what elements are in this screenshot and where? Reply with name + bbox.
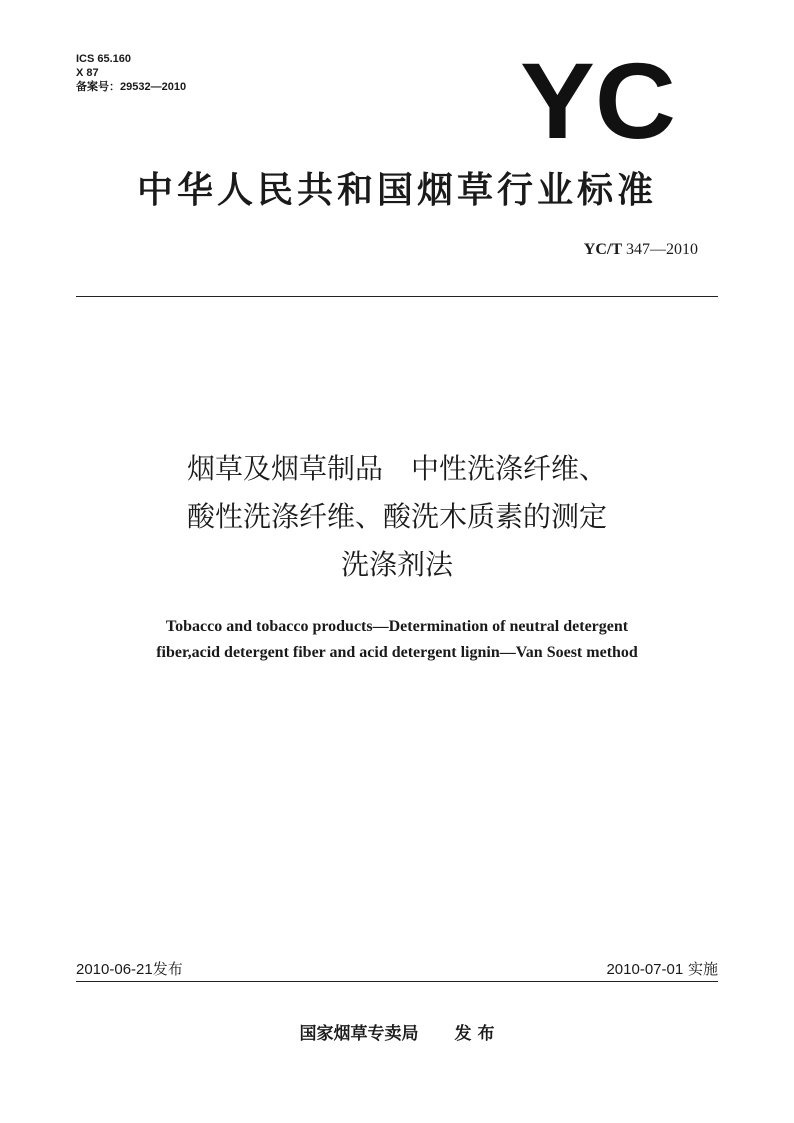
footer-divider <box>76 981 718 982</box>
standard-serial: 347—2010 <box>626 241 698 258</box>
industry-standard-title: 中华人民共和国烟草行业标准 <box>136 170 657 211</box>
chinese-title-line: 烟草及烟草制品 中性洗涤纤维、 <box>186 452 607 485</box>
effective-date-label: 实施 <box>687 960 718 978</box>
ics-code: ICS 65.160 <box>76 53 132 65</box>
issue-date-value: 2010-06-21 <box>76 961 153 978</box>
svg-text:YC: YC <box>520 58 676 142</box>
filing-number: 备案号：29532—2010 <box>76 81 187 93</box>
classification-block <box>76 52 186 94</box>
issuer-action: 发 布 <box>454 1024 495 1044</box>
effective-date-value: 2010-07-01 <box>606 961 684 978</box>
header-divider <box>76 296 718 297</box>
effective-date <box>606 958 718 979</box>
standard-number <box>584 241 698 259</box>
chinese-title-line: 酸性洗涤纤维、酸洗木质素的测定 <box>186 500 607 533</box>
english-title-line: fiber,acid detergent fiber and acid detergent lignin—Van Soest method <box>156 644 638 661</box>
yc-logo <box>518 58 678 142</box>
issuing-authority <box>0 1019 794 1044</box>
english-title <box>0 614 794 666</box>
class-code: X 87 <box>76 67 99 79</box>
issue-date <box>76 958 183 979</box>
standard-code: YC/T <box>583 241 622 258</box>
issue-date-label: 发布 <box>152 960 183 978</box>
chinese-title-line: 洗涤剂法 <box>340 548 453 581</box>
issuer-name: 国家烟草专卖局 <box>299 1024 419 1044</box>
english-title-line: Tobacco and tobacco products—Determination of neutral detergent <box>165 618 629 635</box>
chinese-title <box>0 445 794 589</box>
